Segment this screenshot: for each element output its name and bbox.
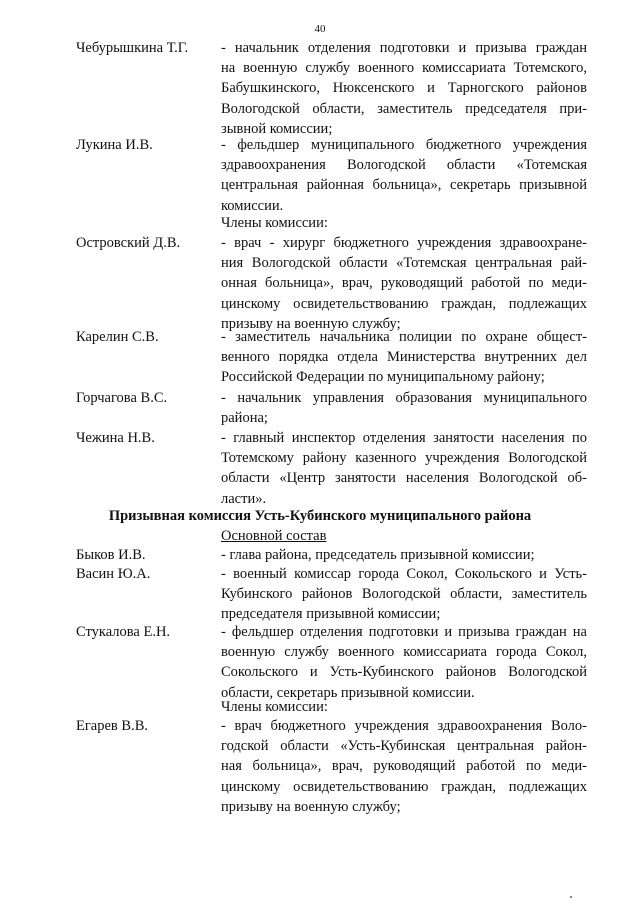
role-line: ния Вологодской области «Тотемская центральная рай- bbox=[221, 255, 587, 272]
role-line: Российской Федерации по муниципальному району; bbox=[221, 369, 545, 386]
role-line: ласти». bbox=[221, 490, 267, 507]
role-line: комиссии. bbox=[221, 197, 284, 214]
role-line: на военную службу военного комиссариата Тотемского, bbox=[221, 60, 587, 77]
role-line: призыву на военную службу; bbox=[221, 798, 401, 815]
role-line: - фельдшер отделения подготовки и призыва граждан на bbox=[221, 624, 587, 640]
role-line: Тотемскому району казенного учреждения Вологодской bbox=[221, 450, 587, 467]
page-number: 40 bbox=[314, 23, 326, 35]
role-line: призыву на военную службу; bbox=[221, 315, 401, 332]
member-name: Островский Д.В. bbox=[76, 235, 181, 251]
member-name: Егарев В.В. bbox=[76, 718, 148, 734]
role-line: военную службу военного комиссариата города Сокол, bbox=[221, 644, 587, 661]
role-line: - глава района, председатель призывной комиссии; bbox=[221, 547, 535, 563]
main-composition-label: Основной состав bbox=[221, 528, 327, 544]
role-line: цинскому освидетельствованию граждан, подлежащих bbox=[221, 295, 587, 312]
member-role bbox=[221, 545, 587, 565]
role-line: Вологодской области, заместитель председателя при- bbox=[221, 100, 587, 117]
member-role bbox=[221, 716, 587, 817]
role-line: Кубинского районов Вологодской области, заместитель bbox=[221, 586, 587, 603]
member-role bbox=[221, 135, 587, 216]
member-name: Лукина И.В. bbox=[76, 137, 153, 153]
role-line: годской области «Усть-Кубинская центральная район- bbox=[221, 738, 587, 755]
role-line: - врач - хирург бюджетного учреждения здравоохране- bbox=[221, 235, 587, 251]
role-line: председателя призывной комиссии; bbox=[221, 606, 441, 623]
role-line: - главный инспектор отделения занятости населения по bbox=[221, 430, 587, 446]
member-name: Васин Ю.А. bbox=[76, 566, 151, 582]
member-name: Горчагова В.С. bbox=[76, 390, 168, 406]
role-line: Бабушкинского, Нюксенского и Тарногского районов bbox=[221, 80, 587, 97]
role-line: - врач бюджетного учреждения здравоохранения Воло- bbox=[221, 718, 587, 734]
members-label: Члены комиссии: bbox=[221, 699, 328, 715]
section-title: Призывная комиссия Усть-Кубинского муниципального района bbox=[108, 508, 532, 524]
role-line: - начальник отделения подготовки и призыва граждан bbox=[221, 40, 587, 56]
member-name: Быков И.В. bbox=[76, 547, 146, 563]
role-line: - военный комиссар города Сокол, Сокольского и Усть- bbox=[221, 566, 587, 582]
member-role bbox=[221, 388, 587, 428]
role-line: центральная районная больница», секретарь призывной bbox=[221, 177, 587, 194]
member-name: Карелин С.В. bbox=[76, 329, 159, 345]
role-line: ная больница», врач, руководящий работой по меди- bbox=[221, 758, 587, 775]
member-role bbox=[221, 428, 587, 509]
role-line: онная больница», врач, руководящий работой по меди- bbox=[221, 275, 587, 292]
member-role bbox=[221, 622, 587, 703]
role-line: Сокольского и Усть-Кубинского районов Вологодской bbox=[221, 664, 587, 681]
member-name: Стукалова Е.Н. bbox=[76, 624, 171, 640]
role-line: зывной комиссии; bbox=[221, 120, 333, 137]
role-line: здравоохранения Вологодской области «Тотемская bbox=[221, 157, 587, 174]
role-line: области, секретарь призывной комиссии. bbox=[221, 684, 475, 701]
scan-speck bbox=[570, 896, 572, 898]
role-line: района; bbox=[221, 410, 268, 427]
member-role bbox=[221, 564, 587, 625]
member-role bbox=[221, 38, 587, 139]
role-line: цинскому освидетельствованию граждан, подлежащих bbox=[221, 778, 587, 795]
role-line: области «Центр занятости населения Вологодской об- bbox=[221, 470, 587, 487]
role-line: - фельдшер муниципального бюджетного учреждения bbox=[221, 137, 587, 153]
member-role bbox=[221, 233, 587, 334]
member-name: Чежина Н.В. bbox=[76, 430, 155, 446]
members-label: Члены комиссии: bbox=[221, 215, 328, 231]
role-line: венного порядка отдела Министерства внутренних дел bbox=[221, 349, 587, 366]
member-name: Чебурышкина Т.Г. bbox=[76, 40, 189, 56]
member-role bbox=[221, 327, 587, 388]
role-line: - начальник управления образования муниципального bbox=[221, 390, 587, 406]
role-line: - заместитель начальника полиции по охране общест- bbox=[221, 329, 587, 345]
